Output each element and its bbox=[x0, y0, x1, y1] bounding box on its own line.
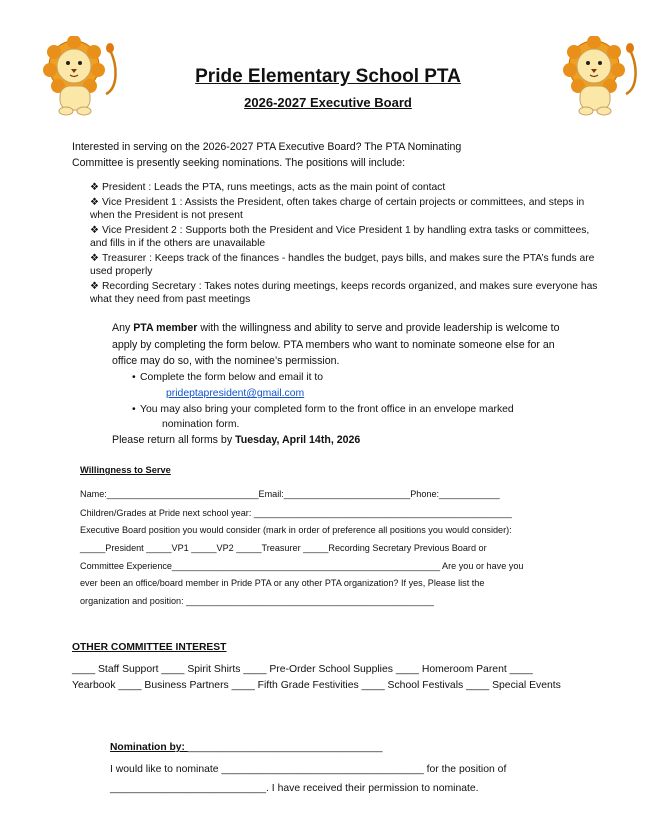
other-committee-heading: OTHER COMMITTEE INTEREST bbox=[72, 642, 227, 653]
committee-options-line[interactable]: Yearbook ____ Business Partners ____ Fifth Grade Festivities ____ School Festivals ____ Special Events bbox=[72, 680, 561, 691]
position-item: ❖ Recording Secretary : Takes notes during meetings, keeps records organized, and makes sure everyone has what they need from past meetings bbox=[90, 281, 598, 305]
nominator-field[interactable]: __________________________________ bbox=[187, 742, 383, 753]
pta-member-emphasis: PTA member bbox=[133, 322, 198, 334]
committee-experience-row[interactable]: Committee Experience_____________________________________________________ Are you or have you bbox=[80, 561, 524, 571]
eligibility-paragraph: Any PTA member with the willingness and ability to serve and provide leadership is welcome to apply by completing the form below. PTA members who want to nominate someone else for an office may do so, with the nominee’s permission. bbox=[112, 322, 560, 367]
willingness-heading: Willingness to Serve bbox=[80, 465, 171, 475]
nominee-position-row[interactable]: ___________________________. I have received their permission to nominate. bbox=[110, 783, 479, 794]
page-title: Pride Elementary School PTA bbox=[195, 66, 461, 87]
nominee-row[interactable]: I would like to nominate ___________________________________ for the position of bbox=[110, 764, 507, 775]
return-deadline: Please return all forms by Tuesday, April 14th, 2026 bbox=[112, 434, 361, 446]
nomination-heading: Nomination by: __________________________________ bbox=[110, 742, 383, 753]
submission-bullet-office: • You may also bring your completed form to the front office in an envelope marked nomination form. bbox=[132, 404, 514, 430]
position-item: ❖ Vice President 1 : Assists the President, often takes charge of certain projects or committees, and steps in when the President is not present bbox=[90, 197, 585, 221]
diamond-bullet-icon: ❖ bbox=[90, 253, 99, 264]
email-link[interactable]: prideptapresident@gmail.com bbox=[166, 388, 305, 399]
prior-office-question: ever been an office/board member in Pride PTA or any other PTA organization? If yes, Please list the bbox=[80, 578, 485, 588]
position-preference-row[interactable]: _____President _____VP1 _____VP2 _____Treasurer _____Recording Secretary Previous Board or bbox=[80, 543, 487, 553]
children-grades-row[interactable]: Children/Grades at Pride next school year: ___________________________________________________ bbox=[80, 508, 512, 518]
intro-line: Committee is presently seeking nominations. The positions will include: bbox=[72, 157, 406, 169]
page-subtitle: 2026-2027 Executive Board bbox=[244, 95, 412, 110]
intro-paragraph bbox=[72, 139, 592, 171]
diamond-bullet-icon: ❖ bbox=[90, 225, 99, 236]
name-email-phone-row[interactable]: Name:______________________________Email:_________________________Phone:____________ bbox=[80, 489, 500, 499]
committee-options-line[interactable]: ____ Staff Support ____ Spirit Shirts ____ Pre-Order School Supplies ____ Homeroom Parent ____ bbox=[72, 664, 533, 675]
positions-list bbox=[90, 181, 638, 308]
diamond-bullet-icon: ❖ bbox=[90, 197, 99, 208]
position-item: ❖ Vice President 2 : Supports both the President and Vice President 1 by handling extra tasks or committees, and fills in if the others are unavailable bbox=[90, 225, 590, 249]
diamond-bullet-icon: ❖ bbox=[90, 281, 99, 292]
board-position-prompt: Executive Board position you would consider (mark in order of preference all positions you would consider): bbox=[80, 525, 512, 535]
position-item: ❖ President : Leads the PTA, runs meetings, acts as the main point of contact bbox=[90, 182, 446, 193]
bullet-icon: • bbox=[132, 404, 136, 415]
intro-line: Interested in serving on the 2026-2027 PTA Executive Board? The PTA Nominating bbox=[72, 141, 462, 153]
bullet-icon: • bbox=[132, 372, 136, 383]
position-item: ❖ Treasurer : Keeps track of the finances - handles the budget, pays bills, and makes sure the PTA’s funds are used properly bbox=[90, 253, 595, 277]
organization-position-row[interactable]: organization and position: _________________________________________________ bbox=[80, 596, 434, 606]
email-row bbox=[166, 386, 636, 401]
submission-bullet-email: • Complete the form below and email it to bbox=[132, 372, 324, 383]
diamond-bullet-icon: ❖ bbox=[90, 182, 99, 193]
deadline-date: Tuesday, April 14th, 2026 bbox=[235, 434, 361, 446]
